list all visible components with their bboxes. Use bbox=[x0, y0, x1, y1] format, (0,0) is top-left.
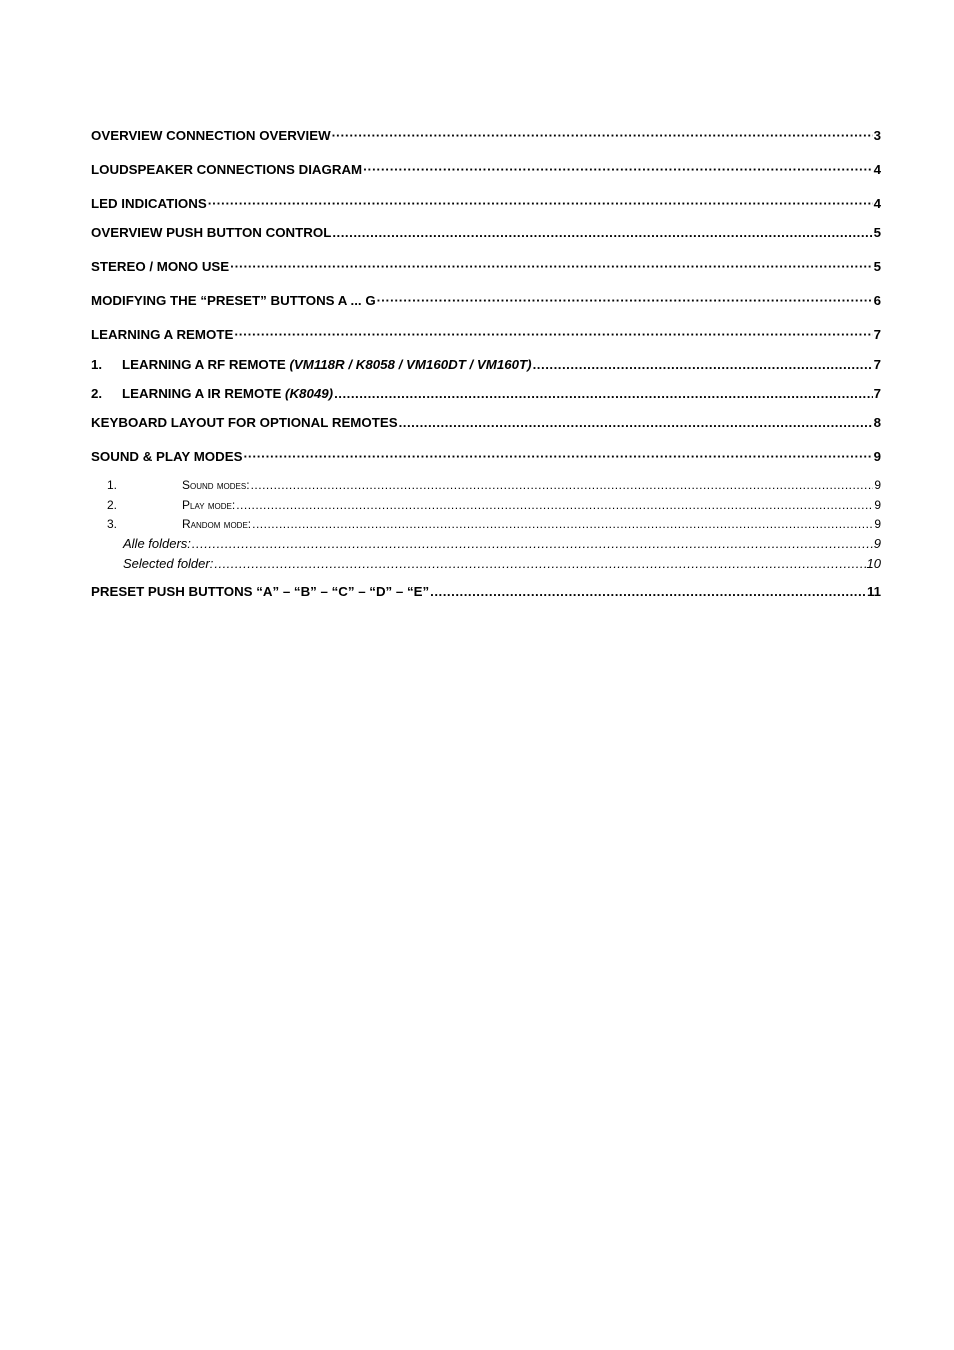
toc-entry-number: 2. bbox=[91, 386, 103, 401]
table-of-contents bbox=[91, 128, 881, 601]
toc-page-number: 9 bbox=[873, 536, 881, 551]
toc-entry-title: SOUND & PLAY MODES bbox=[91, 449, 243, 464]
toc-entry-title: STEREO / MONO USE bbox=[91, 259, 230, 274]
toc-entry-learning-rf-remote[interactable] bbox=[91, 357, 881, 374]
toc-leader bbox=[252, 517, 873, 531]
toc-leader bbox=[533, 357, 873, 372]
toc-entry-title: 1. Sound modes: bbox=[91, 478, 250, 492]
toc-page-number: 6 bbox=[873, 293, 881, 308]
toc-entry-title: KEYBOARD LAYOUT FOR OPTIONAL REMOTES bbox=[91, 415, 398, 430]
toc-entry-title: 3. Random mode: bbox=[91, 517, 251, 531]
toc-entry-alle-folders[interactable] bbox=[91, 536, 881, 552]
toc-entry-title: LEARNING A REMOTE bbox=[91, 327, 234, 342]
toc-entry-title: Selected folder: bbox=[123, 556, 214, 571]
toc-page-number: 5 bbox=[873, 259, 881, 274]
toc-leader bbox=[208, 196, 873, 211]
toc-page-number: 5 bbox=[873, 225, 881, 240]
toc-leader bbox=[334, 386, 873, 401]
toc-entry-title: PRESET PUSH BUTTONS “A” – “B” – “C” – “D” – “E” bbox=[91, 584, 430, 599]
toc-page-number: 9 bbox=[874, 498, 881, 512]
toc-leader bbox=[399, 415, 873, 430]
toc-page-number: 11 bbox=[866, 584, 881, 599]
toc-leader bbox=[251, 478, 874, 492]
toc-page-number: 8 bbox=[873, 415, 881, 430]
toc-page-number: 7 bbox=[873, 357, 881, 372]
toc-page-number: 9 bbox=[874, 517, 881, 531]
toc-leader bbox=[192, 536, 873, 551]
toc-entry-number: 2. bbox=[107, 498, 118, 512]
toc-entry-random-mode[interactable] bbox=[91, 517, 881, 532]
toc-leader bbox=[430, 584, 866, 599]
toc-entry-title: LOUDSPEAKER CONNECTIONS DIAGRAM bbox=[91, 162, 363, 177]
toc-entry-title: 2. LEARNING A IR REMOTE (K8049) bbox=[91, 386, 334, 401]
toc-page-number: 7 bbox=[873, 386, 881, 401]
toc-entry-title: OVERVIEW CONNECTION OVERVIEW bbox=[91, 128, 331, 143]
toc-entry-sound-play-modes[interactable] bbox=[91, 449, 881, 466]
toc-entry-number: 3. bbox=[107, 517, 118, 531]
toc-leader bbox=[234, 327, 872, 342]
toc-entry-learning-ir-remote[interactable] bbox=[91, 386, 881, 403]
toc-leader bbox=[243, 449, 872, 464]
toc-entry-stereo-mono[interactable] bbox=[91, 259, 881, 276]
toc-entry-modifying-preset[interactable] bbox=[91, 293, 881, 310]
toc-leader bbox=[363, 162, 872, 177]
toc-leader bbox=[377, 293, 873, 308]
toc-entry-title: 2. Play mode: bbox=[91, 498, 235, 512]
toc-entry-number: 1. bbox=[107, 478, 118, 492]
toc-entry-overview-connection[interactable] bbox=[91, 128, 881, 145]
toc-page-number: 3 bbox=[873, 128, 881, 143]
toc-entry-learning-remote[interactable] bbox=[91, 327, 881, 344]
toc-page-number: 4 bbox=[873, 196, 881, 211]
toc-entry-preset-push-buttons[interactable] bbox=[91, 584, 881, 601]
toc-entry-number: 1. bbox=[91, 357, 103, 372]
toc-leader bbox=[332, 128, 873, 143]
toc-entry-play-mode[interactable] bbox=[91, 498, 881, 513]
toc-page-number: 4 bbox=[873, 162, 881, 177]
toc-page-number: 10 bbox=[866, 556, 881, 571]
toc-entry-title: LED INDICATIONS bbox=[91, 196, 207, 211]
toc-entry-title: OVERVIEW PUSH BUTTON CONTROL bbox=[91, 225, 332, 240]
toc-entry-title: MODIFYING THE “PRESET” BUTTONS A ... G bbox=[91, 293, 376, 308]
toc-page-number: 9 bbox=[873, 449, 881, 464]
toc-entry-loudspeaker-diagram[interactable] bbox=[91, 162, 881, 179]
toc-leader bbox=[214, 556, 865, 571]
toc-entry-selected-folder[interactable] bbox=[91, 556, 881, 572]
toc-entry-push-button-control[interactable] bbox=[91, 225, 881, 242]
toc-entry-led-indications[interactable] bbox=[91, 196, 881, 213]
toc-entry-title: Alle folders: bbox=[123, 536, 191, 551]
toc-leader bbox=[332, 225, 872, 240]
toc-entry-keyboard-layout[interactable] bbox=[91, 415, 881, 432]
toc-entry-title: 1. LEARNING A RF REMOTE (VM118R / K8058 / VM160DT / VM160T) bbox=[91, 357, 532, 372]
toc-leader bbox=[230, 259, 872, 274]
toc-page-number: 9 bbox=[874, 478, 881, 492]
toc-entry-sound-modes[interactable] bbox=[91, 478, 881, 493]
toc-page-number: 7 bbox=[873, 327, 881, 342]
toc-leader bbox=[236, 498, 873, 512]
